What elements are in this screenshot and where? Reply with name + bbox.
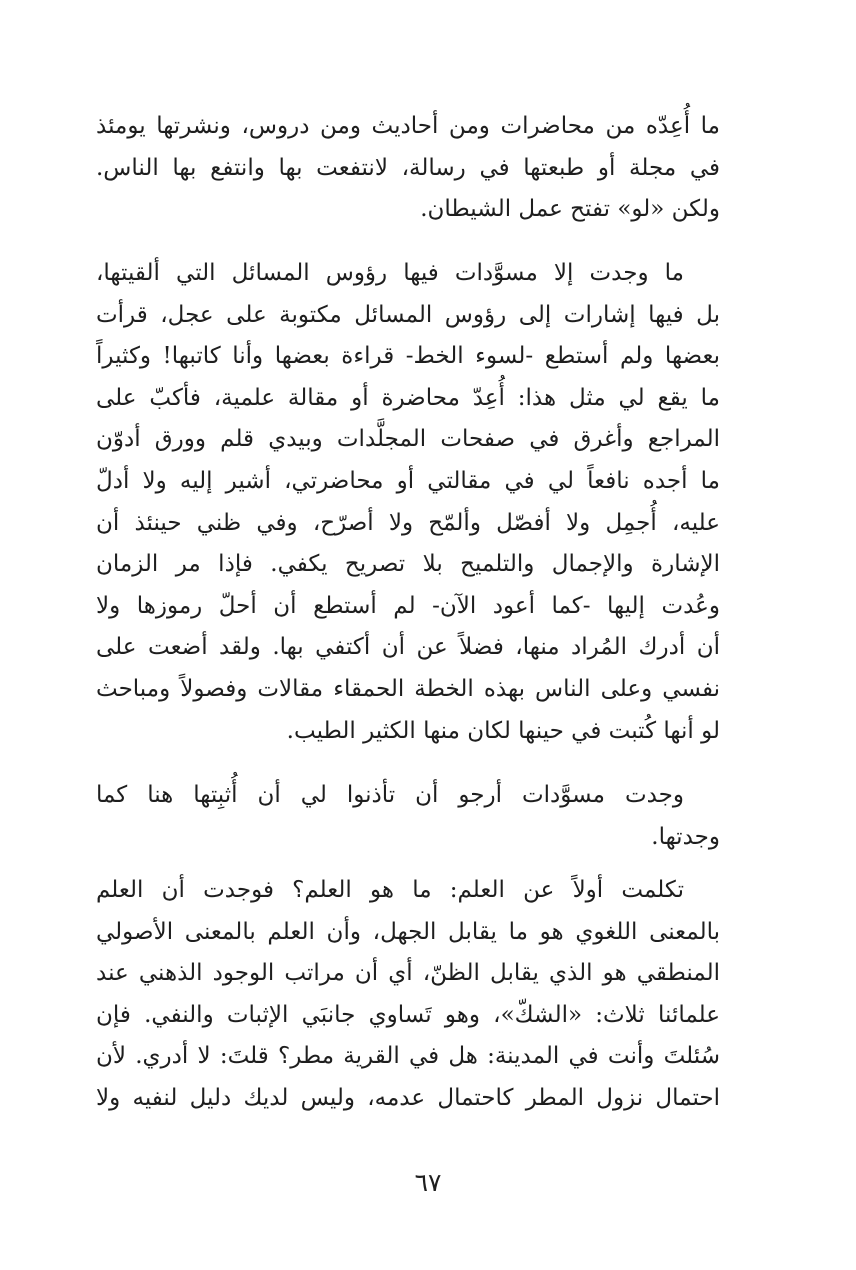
text-line: ما يقع لي مثل هذا: أُعِدّ محاضرة أو مقالة علمية، فأكبّ على [96,384,720,411]
text-line: سُئلتَ وأنت في المدينة: هل في القرية مطر؟ قلتَ: لا أدري. لأن [96,1043,720,1070]
text-line: ولكن «لو» تفتح عمل الشيطان. [420,196,720,223]
text-line: ما أُعِدّه من محاضرات ومن أحاديث ومن دروس، ونشرتها يومئذ [96,113,720,139]
text-line: ما أجده نافعاً لي في مقالتي أو محاضرتي، أشير إليه ولا أدلّ [96,467,720,494]
paragraph-4 [96,870,720,1120]
text-line: أن أدرك المُراد منها، فضلاً عن أن أكتفي بها. ولقد أضعت على [96,634,720,661]
text-line: في مجلة أو طبعتها في رسالة، لانتفعت بها وانتفع بها الناس. [96,154,720,181]
paragraph-1 [96,106,720,231]
page-number: ٦٧ [414,1168,442,1197]
text-line: عليه، أُجمِل ولا أفصّل وألمّح ولا أصرّح، وفي ظني حينئذ أن [96,509,720,536]
text-line: احتمال نزول المطر كاحتمال عدمه، وليس لديك دليل لنفيه ولا [96,1084,720,1111]
text-line: نفسي وعلى الناس بهذه الخطة الحمقاء مقالات وفصولاً ومباحث [96,675,720,702]
text-line: بل فيها إشارات إلى رؤوس المسائل مكتوبة على عجل، قرأت [96,301,720,328]
text-line: ما وجدت إلا مسوَّدات فيها رؤوس المسائل التي ألقيتها، [96,260,684,286]
text-line: بالمعنى اللغوي هو ما يقابل الجهل، وأن العلم بالمعنى الأصولي [96,918,720,945]
text-line: علمائنا ثلاث: «الشكّ»، وهو تَساوي جانبَي الإثبات والنفي. فإن [96,1001,720,1028]
paragraph-3 [96,775,720,858]
text-line: بعضها ولم أستطع -لسوء الخط- قراءة بعضها وأنا كاتبها! وكثيراً [96,343,720,370]
text-line: وعُدت إليها -كما أعود الآن- لم أستطع أن أحلّ رموزها ولا [96,592,720,619]
text-line: وجدتها. [651,823,720,850]
text-line: تكلمت أولاً عن العلم: ما هو العلم؟ فوجدت أن العلم [96,877,684,903]
text-line: المراجع وأغرق في صفحات المجلَّدات وبيدي قلم وورق أدوّن [96,426,720,453]
text-line: لو أنها كُتبت في حينها لكان منها الكثير الطيب. [286,717,720,744]
paragraph-2 [96,253,720,752]
text-line: وجدت مسوَّدات أرجو أن تأذنوا لي أن أُثبِتها هنا كما [96,782,684,808]
text-line: المنطقي هو الذي يقابل الظنّ، أي أن مراتب الوجود الذهني عند [96,960,720,987]
text-line: الإشارة والإجمال والتلميح بلا تصريح يكفي. فإذا مر الزمان [96,551,720,578]
